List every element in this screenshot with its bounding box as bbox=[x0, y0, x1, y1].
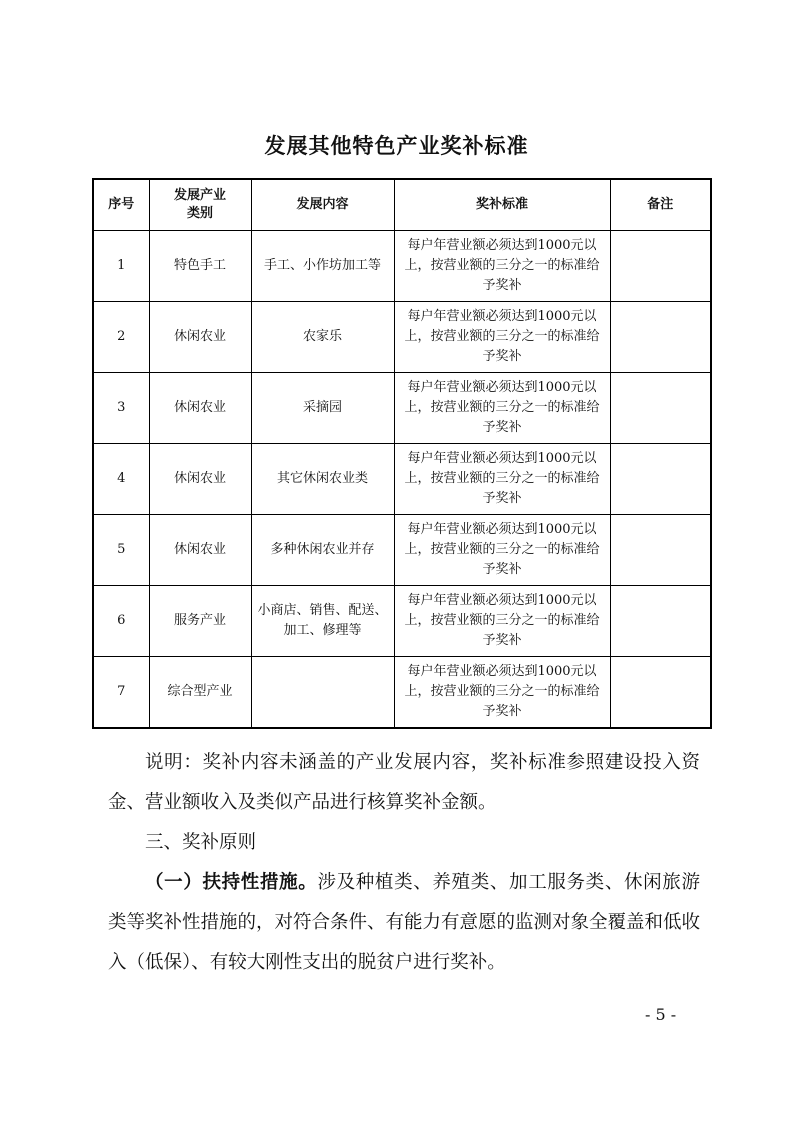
section-heading: 三、奖补原则 bbox=[145, 832, 257, 853]
cell-category: 特色手工 bbox=[149, 231, 251, 302]
cell-content: 农家乐 bbox=[251, 302, 394, 373]
header-standard: 奖补标准 bbox=[394, 179, 610, 231]
measure-paragraph bbox=[108, 863, 700, 983]
page-number: - 5 - bbox=[645, 1005, 677, 1024]
header-category bbox=[149, 179, 251, 231]
table-row bbox=[93, 373, 711, 444]
cell-standard: 每户年营业额必须达到1000元以上，按营业额的三分之一的标准给予奖补 bbox=[394, 231, 610, 302]
cell-category: 休闲农业 bbox=[149, 373, 251, 444]
measure-body: 涉及种植类、养殖类、加工服务类、休闲旅游类等奖补性措施的，对符合条件、有能力有意愿的监测对象全覆盖和低收入（低保）、有较大刚性支出的脱贫户进行奖补。 bbox=[108, 872, 701, 973]
cell-standard: 每户年营业额必须达到1000元以上，按营业额的三分之一的标准给予奖补 bbox=[394, 373, 610, 444]
table-row bbox=[93, 515, 711, 586]
cell-standard: 每户年营业额必须达到1000元以上，按营业额的三分之一的标准给予奖补 bbox=[394, 302, 610, 373]
cell-seq: 1 bbox=[93, 231, 149, 302]
table-row bbox=[93, 657, 711, 729]
cell-remark bbox=[610, 657, 711, 729]
header-content: 发展内容 bbox=[251, 179, 394, 231]
cell-remark bbox=[610, 231, 711, 302]
table-row bbox=[93, 586, 711, 657]
cell-remark bbox=[610, 302, 711, 373]
cell-content: 其它休闲农业类 bbox=[251, 444, 394, 515]
cell-standard: 每户年营业额必须达到1000元以上，按营业额的三分之一的标准给予奖补 bbox=[394, 515, 610, 586]
table-header-row bbox=[93, 179, 711, 231]
cell-remark bbox=[610, 515, 711, 586]
cell-seq: 6 bbox=[93, 586, 149, 657]
cell-remark bbox=[610, 586, 711, 657]
note-paragraph: 说明：奖补内容未涵盖的产业发展内容，奖补标准参照建设投入资金、营业额收入及类似产品进行核算奖补金额。 bbox=[108, 752, 700, 813]
document-title: 发展其他特色产业奖补标准 bbox=[264, 134, 529, 158]
cell-standard: 每户年营业额必须达到1000元以上，按营业额的三分之一的标准给予奖补 bbox=[394, 657, 610, 729]
cell-content: 小商店、销售、配送、加工、修理等 bbox=[251, 586, 394, 657]
table-row bbox=[93, 302, 711, 373]
header-remark: 备注 bbox=[610, 179, 711, 231]
header-category-line2: 类别 bbox=[186, 206, 213, 221]
cell-content: 采摘园 bbox=[251, 373, 394, 444]
cell-seq: 2 bbox=[93, 302, 149, 373]
cell-seq: 3 bbox=[93, 373, 149, 444]
cell-remark bbox=[610, 444, 711, 515]
cell-category: 休闲农业 bbox=[149, 302, 251, 373]
cell-seq: 5 bbox=[93, 515, 149, 586]
cell-standard: 每户年营业额必须达到1000元以上，按营业额的三分之一的标准给予奖补 bbox=[394, 444, 610, 515]
cell-category: 综合型产业 bbox=[149, 657, 251, 729]
table-row bbox=[93, 231, 711, 302]
cell-seq: 4 bbox=[93, 444, 149, 515]
cell-seq: 7 bbox=[93, 657, 149, 729]
cell-remark bbox=[610, 373, 711, 444]
header-seq: 序号 bbox=[93, 179, 149, 231]
cell-category: 休闲农业 bbox=[149, 515, 251, 586]
cell-content bbox=[251, 657, 394, 729]
cell-category: 服务产业 bbox=[149, 586, 251, 657]
cell-content: 多种休闲农业并存 bbox=[251, 515, 394, 586]
cell-content: 手工、小作坊加工等 bbox=[251, 231, 394, 302]
cell-category: 休闲农业 bbox=[149, 444, 251, 515]
award-standard-table bbox=[92, 178, 712, 729]
measure-title: （一）扶持性措施。 bbox=[145, 872, 318, 893]
table-row bbox=[93, 444, 711, 515]
cell-standard: 每户年营业额必须达到1000元以上，按营业额的三分之一的标准给予奖补 bbox=[394, 586, 610, 657]
header-category-line1: 发展产业 bbox=[173, 188, 226, 203]
